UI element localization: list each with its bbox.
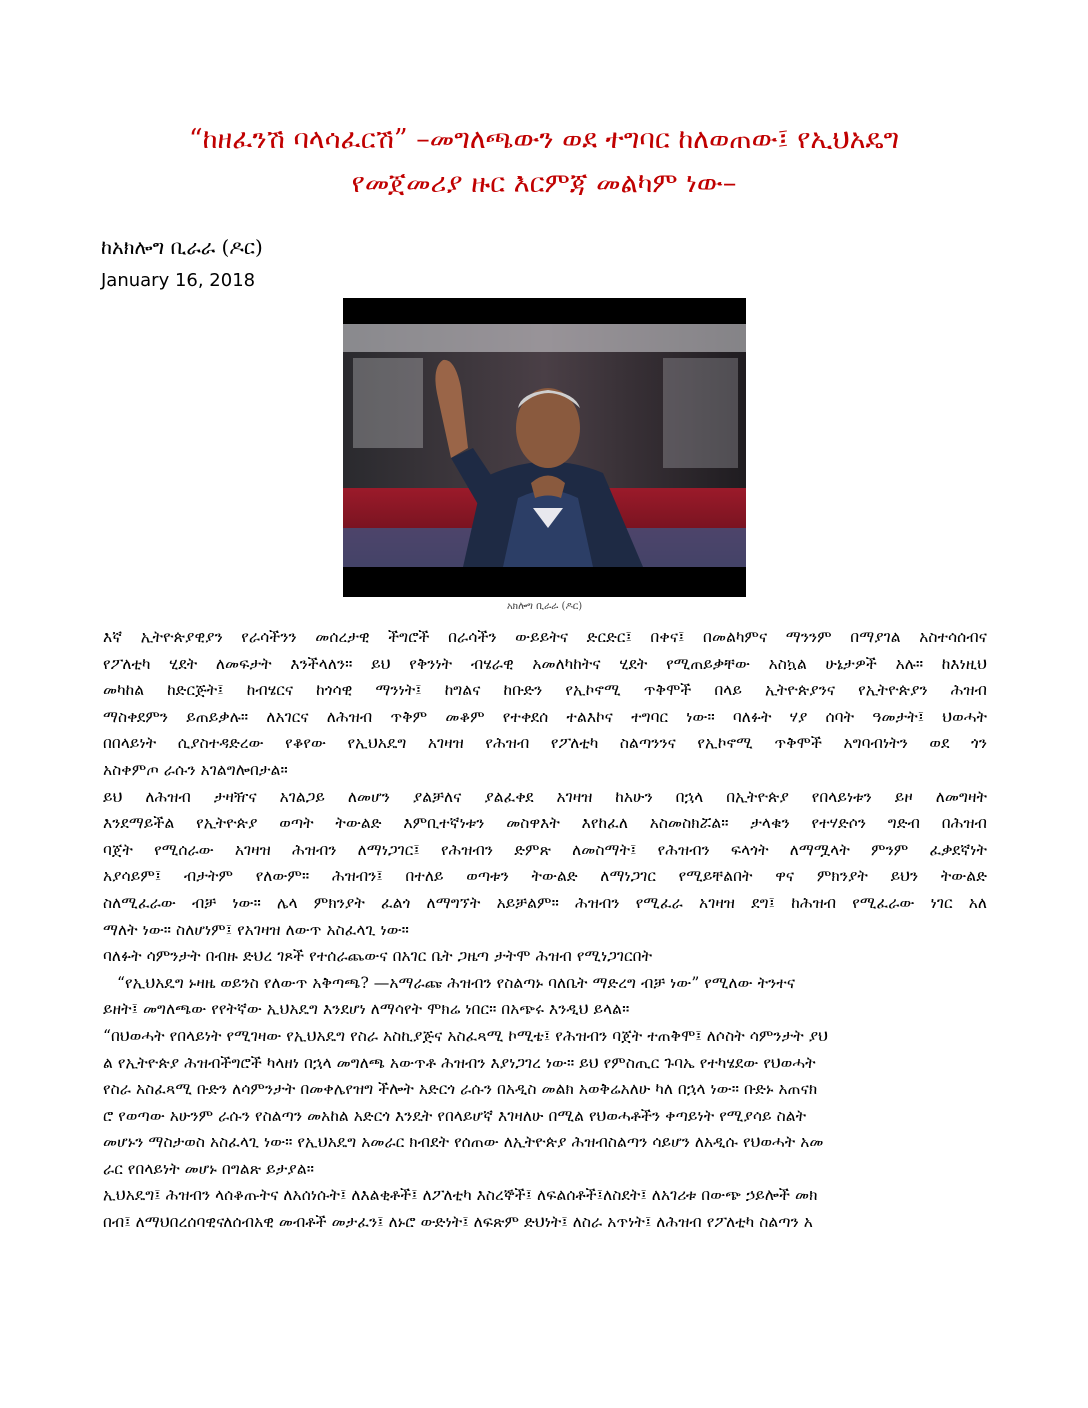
body-line: ባለፉት ሳምንታት በብዙ ድህረ ገጾች የተሰራጨውና በአገር ቤት ጋዜጣ ታትሞ ሕዝብ የሚነጋገርበት: [103, 947, 653, 966]
body-line: “በህወሓት የበላይነት የሚገዛው የኢህአዴግ የስራ አስኪያጅና አስፈጻሚ ኮሚቴ፤ የሕዝብን ባጀት ተጠቅሞ፤ ለሶስት ሳምንታት ያህ: [103, 1026, 829, 1045]
photo-caption: አክሎግ ቢራራ (ዶር): [506, 601, 583, 612]
author-byline: ከአክሎግ ቢራራ (ዶር): [101, 235, 263, 259]
body-line: ይህ ለሕዝብ ታዛዥና አገልጋይ ለመሆን ያልቻለና ያልፈቀደ አገዛዝ ከአሁን በኋላ በኢትዮጵያ የበላይነቱን ይዞ ለመግዛት: [103, 787, 987, 806]
body-line: ስለሚፈራው ብቻ ነው። ሌላ ምክንያት ፈልጎ ለማግኘት አይቻልም። ሕዝብን የሚፈራ አገዛዝ ደግ፤ ከሕዝብ የሚፈራው ነገር አለ: [103, 893, 987, 912]
body-line: መሆኑን ማስታወስ አስፈላጊ ነው። የኢህአዴግ አመራር ክብደት የሰጠው ለኢትዮጵያ ሕዝብስልጣን ሳይሆን ለአዲሱ የህወሓት አመ: [103, 1133, 824, 1152]
body-line: አስቀምጦ ራሱን አገልግሎበታል።: [103, 760, 288, 779]
body-line: ማለት ነው። ስለሆነም፤ የአገዛዝ ለውጥ አስፈላጊ ነው።: [103, 920, 409, 939]
body-line: በበላይነት ሲያስተዳድረው የቆየው የኢህአዴግ አገዛዝ የሕዝብ የፖለቲካ ስልጣንንና የኢኮኖሚ ጥቅሞች አግባብነትን ወደ ጎን: [103, 734, 987, 753]
body-line: የስራ አስፈጻሚ ቡድን ለሳምንታት በመቀሌየዝግ ችሎት አድርጎ ራሱን በአዲስ መልክ አወቅሬአለሁ ካለ በኋላ ነው። ቡድኑ አጠናክ: [103, 1080, 818, 1099]
body-line: እንደማይችል የኢትዮጵያ ወጣት ትውልድ እምቢተኛነቱን መስዋእት እየከፈለ አስመስክሯል። ታላቁን የተሃድሶን ግድብ በሕዝብ: [103, 814, 987, 833]
body-line: እኛ ኢትዮጵያዊያን የራሳችንን መሰረታዊ ችግሮች በራሳችን ውይይትና ድርድር፤ በቀና፤ በመልካምና ማንንም በማያገል አስተሳሰብና: [103, 628, 987, 646]
title-line: የመጀመሪያ ዙር እርምጃ መልካም ነው–: [351, 168, 737, 199]
body-line: ባጀት የሚሰራው አገዛዝ ሕዝብን ለማነጋገር፤ የሕዝብን ድምጽ ለመስማት፤ የሕዝብን ፍላጎት ለማሟላት ምንም ፈቃደኛነት: [103, 840, 987, 859]
body-line: ራር የበላይነት መሆኑ በግልጽ ይታያል።: [103, 1159, 315, 1178]
body-line: ኢህአዴግ፤ ሕዝብን ላሰቆጡትና ለአሰነሱት፤ ለእልቂቶች፤ ለፖለቲካ እስረኞች፤ ለፍልሰቶች፤ለስደት፤ ለአገሪቱ በውጭ ኃይሎች መክ: [103, 1186, 818, 1205]
body-line: “የኢህአዴግ ኑዛዜ ወይንስ የለውጥ አቅጣጫ? —አማራጩ ሕዝብን የስልጣኑ ባለቤት ማድረግ ብቻ ነው” የሚለው ትንተና: [117, 973, 796, 992]
body-line: አያሳይም፤ ብታትም የለውም። ሕዝብን፤ በተለይ ወጣቱን ትውልድ ለማነጋገር የሚይቸልበት ዋና ምክንያት ይህን ትውልድ: [103, 867, 987, 886]
author-photo: [343, 298, 746, 597]
body-line: መካከል ከድርጅት፤ ከብሄርና ከጎሳዊ ማንነት፤ ከግልና ከቡድን የኢኮኖሚ ጥቅሞች በላይ ኢትዮጵያንና የኢትዮጵያን ሕዝብ: [103, 681, 987, 700]
body-line: ይዘት፤ መግለጫው የየትኛው ኢህአዴግ እንደሆነ ለማሳየት ሞክሬ ነበር። በአጭሩ እንዲህ ይላል።: [103, 1000, 630, 1019]
article-body: [103, 624, 987, 1236]
title-line: “ከዘፈንሽ ባላሳፈርሽ” –መግለጫውን ወደ ተግባር ከለወጠው፤ የኢህአዴግ: [188, 124, 900, 155]
publication-date: January 16, 2018: [101, 270, 256, 291]
article-title: [100, 118, 988, 206]
body-line: የፖለቲካ ሂደት ለመፍታት እንችላለን። ይህ የቅንነት ብሄራዊ አመለካከትና ሂደት የሚጠይቃቸው አስኳል ሁኔታዎች አሉ። ከእነዚህ: [103, 654, 987, 673]
body-line: ማስቀደምን ይጠይቃሉ። ለአገርና ለሕዝብ ጥቅም መቆም የተቀደሰ ተልእኮና ተግባር ነው። ባለፉት ሃያ ሰባት ዓመታት፤ ህወሓት: [103, 707, 987, 726]
body-line: በብ፤ ለማህበረሰባዊናለሰብአዊ መብቶች መታፈን፤ ለኑሮ ውድነት፤ ለፍጽም ድህነት፤ ለስራ አጥነት፤ ለሕዝብ የፖለቲካ ስልጣን አ: [103, 1213, 813, 1232]
body-line: ሮ የወጣው አሁንም ራሱን የስልጣን መአከል አድርጎ እንዴት የበላይሆኛ እገዛለሁ በሚል የህወሓቶችን ቀጣይነት የሚያሳይ ስልት: [103, 1106, 807, 1125]
body-line: ል የኢትዮጵያ ሕዝብችግሮች ካላዘነ በኋላ መግለጫ አውጥቶ ሕዝብን እያነጋገረ ነው። ይህ የምስጢር ጉባኤ የተካሄደው የህወሓት: [103, 1053, 816, 1072]
